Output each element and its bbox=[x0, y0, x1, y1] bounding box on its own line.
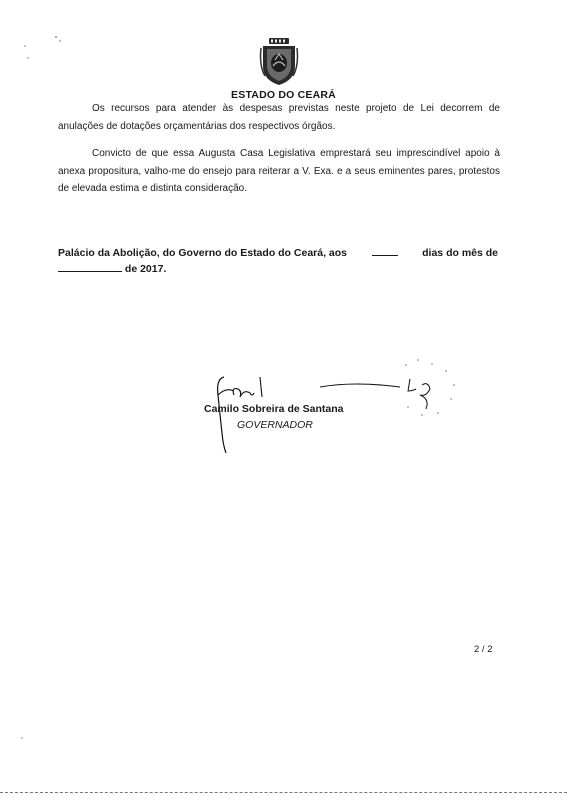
day-blank-field bbox=[372, 245, 398, 256]
signer-name: Camilo Sobreira de Santana bbox=[204, 403, 344, 415]
closing-month-text: dias do mês de bbox=[422, 247, 498, 259]
paragraph-closing-remarks: Convicto de que essa Augusta Casa Legislativa emprestará seu imprescindível apoio à anexa propositura, valho-me do ensejo para reiterar a V. Exa. e a seus eminentes pares, protestos de elevada estima e distinta consideração. bbox=[58, 148, 500, 194]
paragraph-budget-resources: Os recursos para atender às despesas previstas neste projeto de Lei decorrem de anulações de dotações orçamentárias dos respectivos órgãos. bbox=[58, 103, 500, 132]
state-coat-of-arms-icon bbox=[259, 36, 299, 86]
page-number: 2 / 2 bbox=[474, 644, 493, 655]
signer-role: GOVERNADOR bbox=[237, 419, 313, 431]
month-blank-field bbox=[58, 261, 122, 272]
closing-statement bbox=[58, 245, 498, 277]
closing-place-text: Palácio da Abolição, do Governo do Estado do Ceará, aos bbox=[58, 247, 348, 259]
faint-stamp-marks bbox=[396, 355, 466, 425]
closing-year-text: de 2017. bbox=[124, 263, 167, 275]
bottom-scan-edge bbox=[0, 792, 567, 793]
state-title: ESTADO DO CEARÁ bbox=[231, 89, 336, 101]
